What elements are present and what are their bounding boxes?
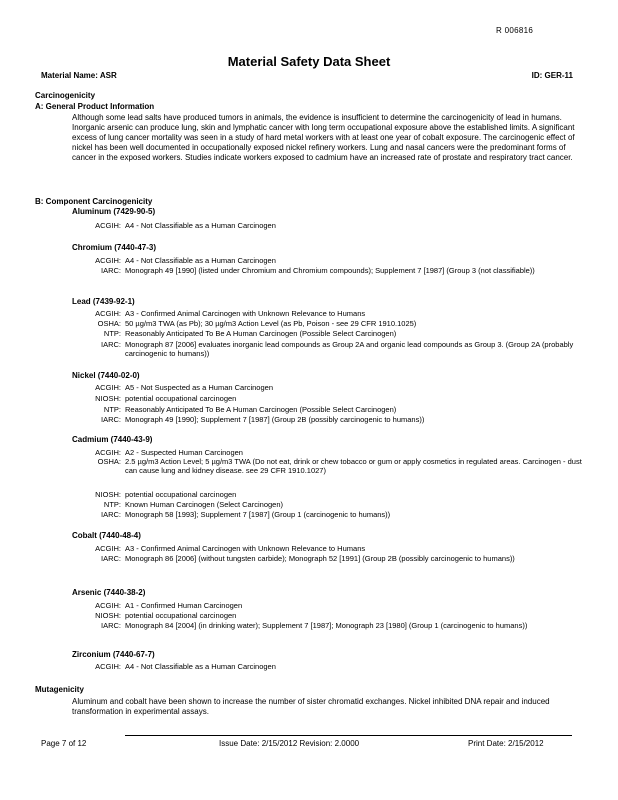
carcinogen-entry [72,490,582,499]
agency-classification: Monograph 84 [2004] (in drinking water); Supplement 7 [1987]; Monograph 23 [1980] (Group 1 (carcinogenic to humans)) [125,621,528,630]
agency-classification: potential occupational carcinogen [125,394,237,403]
agency-classification: Monograph 49 [1990] (listed under Chromium and Chromium compounds); Supplement 7 [1987] (Group 3 (not classifiable)) [125,266,535,275]
agency-label: ACGIH: [95,448,121,457]
footer-issue-revision: Issue Date: 2/15/2012 Revision: 2.0000 [219,739,360,748]
agency-label: OSHA: [97,319,121,328]
carcinogen-entry [72,394,582,403]
footer-divider [125,735,572,736]
agency-classification: A3 - Confirmed Animal Carcinogen with Unknown Relevance to Humans [125,544,366,553]
carcinogen-entry [72,601,582,610]
agency-classification: A5 - Not Suspected as a Human Carcinogen [125,383,273,392]
agency-label: NTP: [103,500,121,509]
section-b-heading: B: Component Carcinogenicity [35,197,153,206]
agency-label: IARC: [100,415,121,424]
component-name: Aluminum (7429-90-5) [72,207,156,216]
component-name: Zirconium (7440-67-7) [72,650,155,659]
agency-classification: Monograph 87 [2006] evaluates inorganic lead compounds as Group 2A and organic lead compounds as Group 3. (Group 2A (probably carcinogenic to humans)) [125,340,574,358]
agency-classification: Monograph 49 [1990]; Supplement 7 [1987] (Group 2B (possibly carcinogenic to humans)) [125,415,425,424]
carcinogen-entry [72,221,582,230]
agency-label: ACGIH: [95,601,121,610]
agency-label: ACGIH: [95,662,121,671]
carcinogen-entry [72,319,582,328]
agency-label: NTP: [103,405,121,414]
carcinogen-entry [72,415,582,424]
carcinogen-entry [72,554,582,563]
material-name: Material Name: ASR [41,71,117,80]
agency-label: IARC: [100,621,121,630]
agency-classification: A2 - Suspected Human Carcinogen [125,448,243,457]
agency-classification: A4 - Not Classifiable as a Human Carcinogen [125,221,276,230]
agency-classification: A4 - Not Classifiable as a Human Carcinogen [125,256,276,265]
agency-label: NIOSH: [95,394,121,403]
mutagenicity-heading: Mutagenicity [35,685,84,694]
material-id: ID: GER-11 [531,71,573,80]
agency-label: IARC: [100,510,121,519]
agency-label: NIOSH: [95,611,121,620]
agency-classification: Reasonably Anticipated To Be A Human Carcinogen (Possible Select Carcinogen) [125,329,397,338]
bates-number: R 006816 [496,26,534,35]
carcinogen-entry [72,309,582,318]
agency-classification: A1 - Confirmed Human Carcinogen [125,601,243,610]
agency-classification: Known Human Carcinogen (Select Carcinogen) [125,500,283,509]
agency-classification: potential occupational carcinogen [125,490,237,499]
agency-label: ACGIH: [95,383,121,392]
agency-label: IARC: [100,340,121,349]
carcinogen-entry [72,662,582,671]
agency-label: ACGIH: [95,256,121,265]
agency-label: OSHA: [97,457,121,466]
carcinogen-entry [72,383,582,392]
footer-print-date: Print Date: 2/15/2012 [468,739,544,748]
component-name: Cobalt (7440-48-4) [72,531,141,540]
agency-classification: potential occupational carcinogen [125,611,237,620]
carcinogen-entry [72,340,582,358]
component-name: Cadmium (7440-43-9) [72,435,153,444]
component-name: Chromium (7440-47-3) [72,243,157,252]
agency-classification: 50 µg/m3 TWA (as Pb); 30 µg/m3 Action Level (as Pb, Poison - see 29 CFR 1910.1025) [125,319,417,328]
component-name: Nickel (7440-02-0) [72,371,140,380]
carcinogen-entry [72,621,582,630]
agency-label: IARC: [100,554,121,563]
carcinogen-entry [72,457,582,475]
agency-label: ACGIH: [95,544,121,553]
agency-label: IARC: [100,266,121,275]
carcinogen-entry [72,405,582,414]
agency-label: ACGIH: [95,221,121,230]
general-product-text: Although some lead salts have produced tumors in animals, the evidence is insufficient to determine the carcinogenicity of lead in humans. Inorganic arsenic can produce lung, skin and lymphatic cancer with long term occupational exposure above the established limits. A significant excess of lung cancer mortality was seen in a study of hard metal workers with at least one year of cobalt exposure. The carcinogenic effect of nickel has been well documented in occupationally exposed nickel refinery workers. Lung and nasal cancers were the predominant forms of cancer in the exposed workers. Studies indicate workers exposed to cadmium have an increased rate of prostate and respiratory tract cancer. [72,113,575,162]
agency-classification: Monograph 58 [1993]; Supplement 7 [1987] (Group 1 (carcinogenic to humans)) [125,510,391,519]
carcinogen-entry [72,611,582,620]
component-name: Lead (7439-92-1) [72,297,135,306]
agency-label: NIOSH: [95,490,121,499]
agency-label: ACGIH: [95,309,121,318]
agency-label: NTP: [103,329,121,338]
mutagenicity-text: Aluminum and cobalt have been shown to increase the number of sister chromatid exchanges. Nickel inhibited DNA repair and induced transformation in experimental assays. [72,697,550,716]
footer-page-number: Page 7 of 12 [41,739,87,748]
component-name: Arsenic (7440-38-2) [72,588,146,597]
agency-classification: Reasonably Anticipated To Be A Human Carcinogen (Possible Select Carcinogen) [125,405,397,414]
document-title: Material Safety Data Sheet [227,54,391,69]
carcinogen-entry [72,329,582,338]
agency-classification: 2.5 µg/m3 Action Level; 5 µg/m3 TWA (Do not eat, drink or chew tobacco or gum or apply cosmetics in regulated areas. Carcinogen - dust can cause lung and kidney disease. see 29 CFR 1910.1027) [125,457,582,475]
agency-classification: A4 - Not Classifiable as a Human Carcinogen [125,662,276,671]
carcinogen-entry [72,266,582,275]
carcinogen-entry [72,510,582,519]
carcinogen-entry [72,448,582,457]
carcinogen-entry [72,500,582,509]
carcinogen-entry [72,256,582,265]
carcinogenicity-heading: Carcinogenicity [35,91,96,100]
agency-classification: Monograph 86 [2006] (without tungsten carbide); Monograph 52 [1991] (Group 2B (possibly carcinogenic to humans)) [125,554,515,563]
section-a-heading: A: General Product Information [35,102,155,111]
agency-classification: A3 - Confirmed Animal Carcinogen with Unknown Relevance to Humans [125,309,366,318]
carcinogen-entry [72,544,582,553]
